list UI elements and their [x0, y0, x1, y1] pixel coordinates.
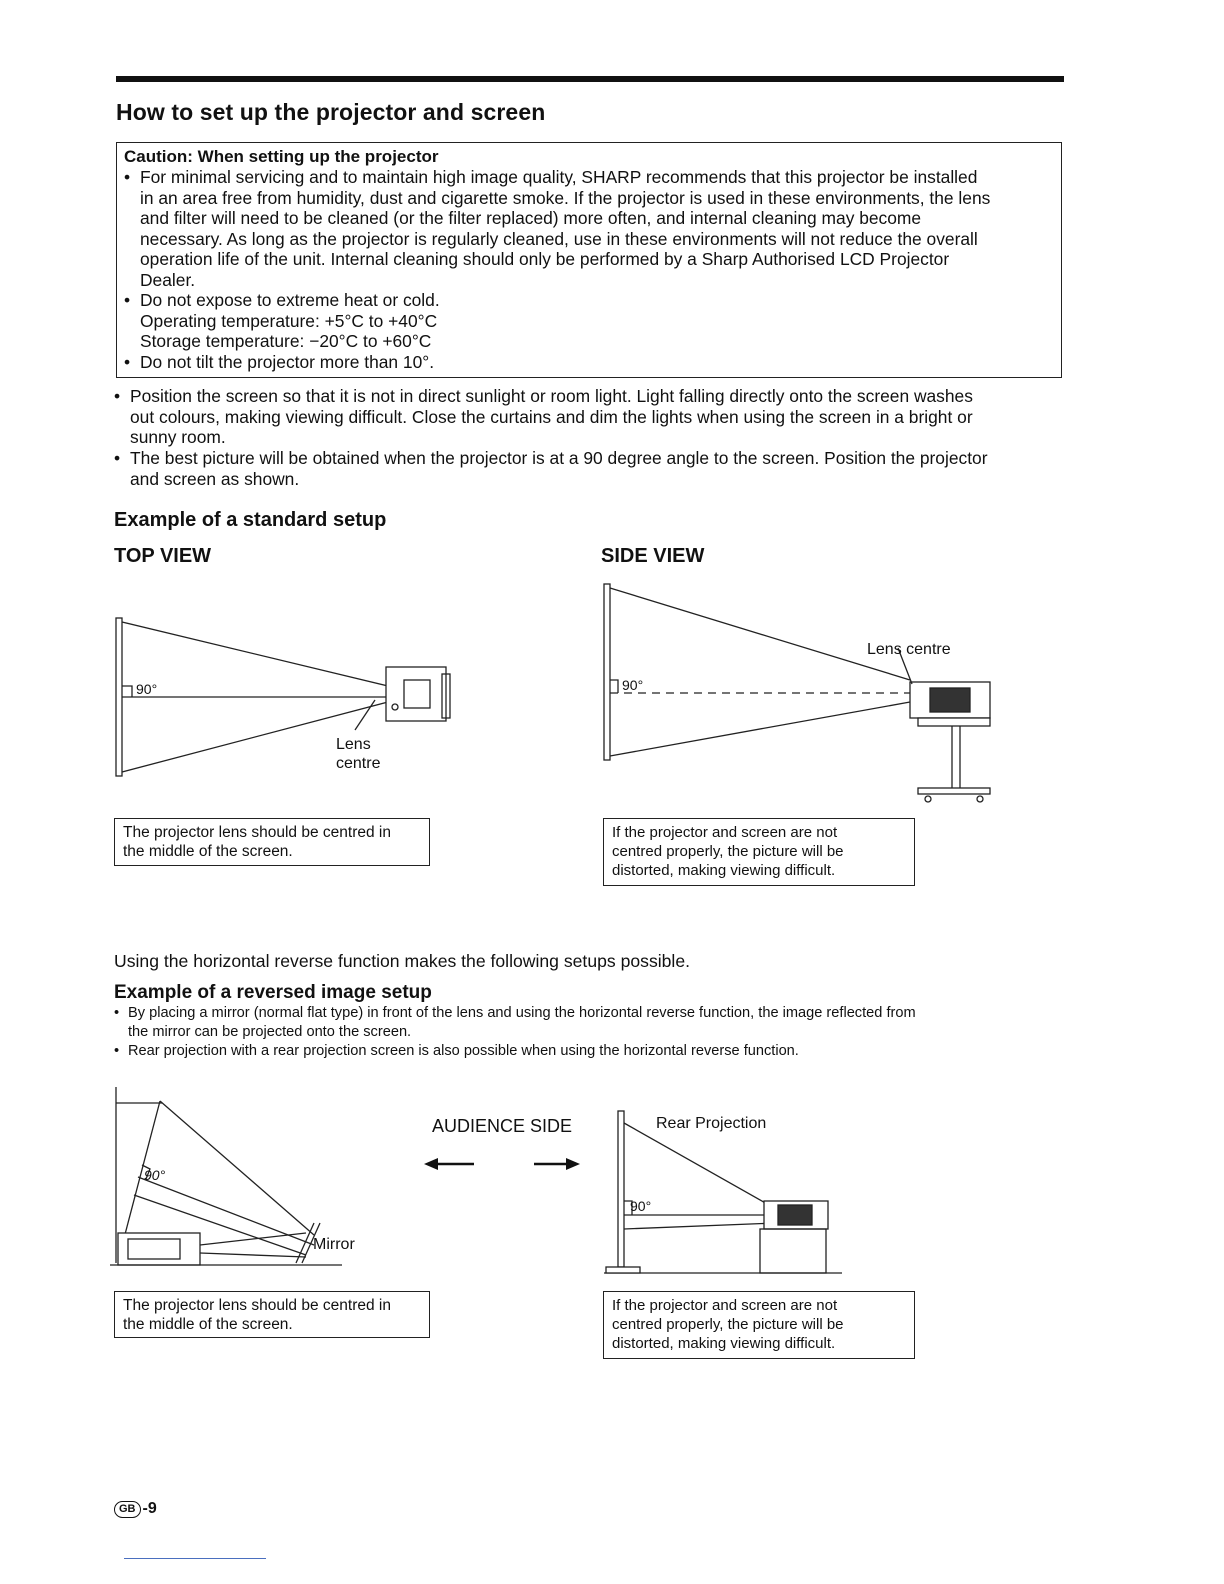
caution-item-1-line: necessary. As long as the projector is regularly cleaned, use in these environments will not reduce the overall	[140, 228, 978, 249]
caution-item-2: • Do not expose to extreme heat or cold. Operating temperature: +5°C to +40°C Storage temperature: −20°C to +60°C	[124, 290, 1054, 352]
setup-note-1-line: Position the screen so that it is not in direct sunlight or room light. Light falling directly onto the screen washes	[130, 386, 973, 406]
reverse-bullet-1-line: the mirror can be projected onto the screen.	[128, 1024, 412, 1040]
setup-note-2-line: and screen as shown.	[130, 468, 300, 489]
caution-item-1-line: For minimal servicing and to maintain high image quality, SHARP recommends that this projector be installed	[140, 167, 978, 187]
mirror-label: Mirror	[313, 1236, 355, 1253]
top-view-lens-label: Lens	[336, 736, 371, 753]
top-view-diagram	[110, 610, 470, 780]
mirror-note-line: The projector lens should be centred in	[123, 1297, 391, 1314]
setup-note-1: • Position the screen so that it is not in direct sunlight or room light. Light falling directly onto the screen washes out colours, making viewing difficult. Close the curtains and dim the lights when using the screen in a bright or sunny room.	[114, 386, 1064, 448]
page-title: How to set up the projector and screen	[116, 99, 546, 125]
caution-item-1-line: Dealer.	[140, 269, 196, 290]
side-view-label: SIDE VIEW	[601, 545, 705, 567]
caution-item-1-line: and filter will need to be cleaned (or the filter replaced) more often, and internal cleaning may become	[140, 208, 922, 228]
side-view-note-line: distorted, making viewing difficult.	[612, 862, 836, 879]
caution-item-2-line: Do not expose to extreme heat or cold.	[140, 290, 440, 310]
caution-item-2-line: Operating temperature: +5°C to +40°C	[140, 310, 438, 331]
setup-note-1-line: out colours, making viewing difficult. Close the curtains and dim the lights when using the screen in a bright or	[130, 406, 973, 427]
caution-heading: Caution: When setting up the projector	[124, 147, 439, 166]
side-view-angle: 90°	[622, 677, 644, 693]
setup-note-1-line: sunny room.	[130, 427, 226, 447]
rear-note-line: If the projector and screen are not	[612, 1297, 838, 1314]
side-view-note-line: centred properly, the picture will be	[612, 843, 844, 860]
rear-projection-diagram	[600, 1105, 850, 1280]
top-view-note-line: The projector lens should be centred in	[123, 824, 391, 841]
page-number: -9	[142, 1500, 157, 1517]
rear-note	[603, 1291, 915, 1359]
reverse-intro: Using the horizontal reverse function makes the following setups possible.	[114, 951, 691, 971]
mirror-note	[114, 1291, 430, 1338]
caution-item-1: • For minimal servicing and to maintain high image quality, SHARP recommends that this projector be installed in an area free from humidity, dust and cigarette smoke. If the projector is used in these environments, the lens and filter will need to be cleaned (or the filter replaced) more often, and internal cleaning may become necessary. As long as the projector is regularly cleaned, use in these environments will not reduce the overall operation life of the unit. Internal cleaning should only be performed by a Sharp Authorised LCD Projector Dealer.	[124, 167, 1054, 290]
reverse-bullet-2-line: Rear projection with a rear projection screen is also possible when using the horizontal reverse function.	[128, 1043, 799, 1059]
mirror-angle: 90°	[144, 1167, 166, 1183]
side-view-note	[603, 818, 915, 886]
rear-note-line: distorted, making viewing difficult.	[612, 1335, 836, 1352]
rear-projection-label: Rear Projection	[656, 1115, 767, 1132]
setup-note-2-line: The best picture will be obtained when the projector is at a 90 degree angle to the screen. Position the projector	[130, 448, 988, 468]
audience-side-label: AUDIENCE SIDE	[432, 1116, 573, 1136]
side-view-note-line: If the projector and screen are not	[612, 824, 838, 841]
top-view-note-line: the middle of the screen.	[123, 843, 293, 860]
reverse-bullet-2: • Rear projection with a rear projection screen is also possible when using the horizontal reverse function.	[114, 1042, 1064, 1061]
gb-badge: GB	[114, 1501, 141, 1518]
standard-setup-heading: Example of a standard setup	[114, 509, 387, 531]
caution-item-3-line: Do not tilt the projector more than 10°.	[140, 352, 435, 372]
page-footer	[114, 1500, 157, 1518]
top-rule	[116, 76, 1064, 82]
reverse-setup-heading: Example of a reversed image setup	[114, 982, 432, 1003]
caution-item-1-line: operation life of the unit. Internal cleaning should only be performed by a Sharp Authorised LCD Projector	[140, 249, 950, 269]
rear-note-line: centred properly, the picture will be	[612, 1316, 844, 1333]
caution-item-2-line: Storage temperature: −20°C to +60°C	[140, 331, 432, 351]
footer-rule	[124, 1558, 266, 1559]
audience-arrows	[420, 1152, 590, 1176]
top-view-centre-label: centre	[336, 755, 381, 772]
mirror-note-line: the middle of the screen.	[123, 1316, 293, 1333]
top-view-note	[114, 818, 430, 866]
side-view-diagram	[600, 580, 1000, 810]
reverse-bullet-1-line: By placing a mirror (normal flat type) in front of the lens and using the horizontal reverse function, the image reflected from	[128, 1005, 916, 1021]
top-view-label: TOP VIEW	[114, 545, 212, 567]
side-view-lens-label: Lens centre	[867, 641, 951, 658]
top-view-angle: 90°	[136, 681, 158, 697]
reverse-bullet-1: • By placing a mirror (normal flat type) in front of the lens and using the horizontal reverse function, the image reflected from the mirror can be projected onto the screen.	[114, 1004, 1064, 1042]
caution-item-1-line: in an area free from humidity, dust and cigarette smoke. If the projector is used in these environments, the lens	[140, 187, 991, 208]
caution-item-3: • Do not tilt the projector more than 10°.	[124, 352, 1054, 373]
setup-note-2: • The best picture will be obtained when the projector is at a 90 degree angle to the screen. Position the projector and screen as shown.	[114, 448, 1064, 489]
mirror-diagram	[110, 1085, 380, 1275]
rear-angle: 90°	[630, 1198, 652, 1214]
